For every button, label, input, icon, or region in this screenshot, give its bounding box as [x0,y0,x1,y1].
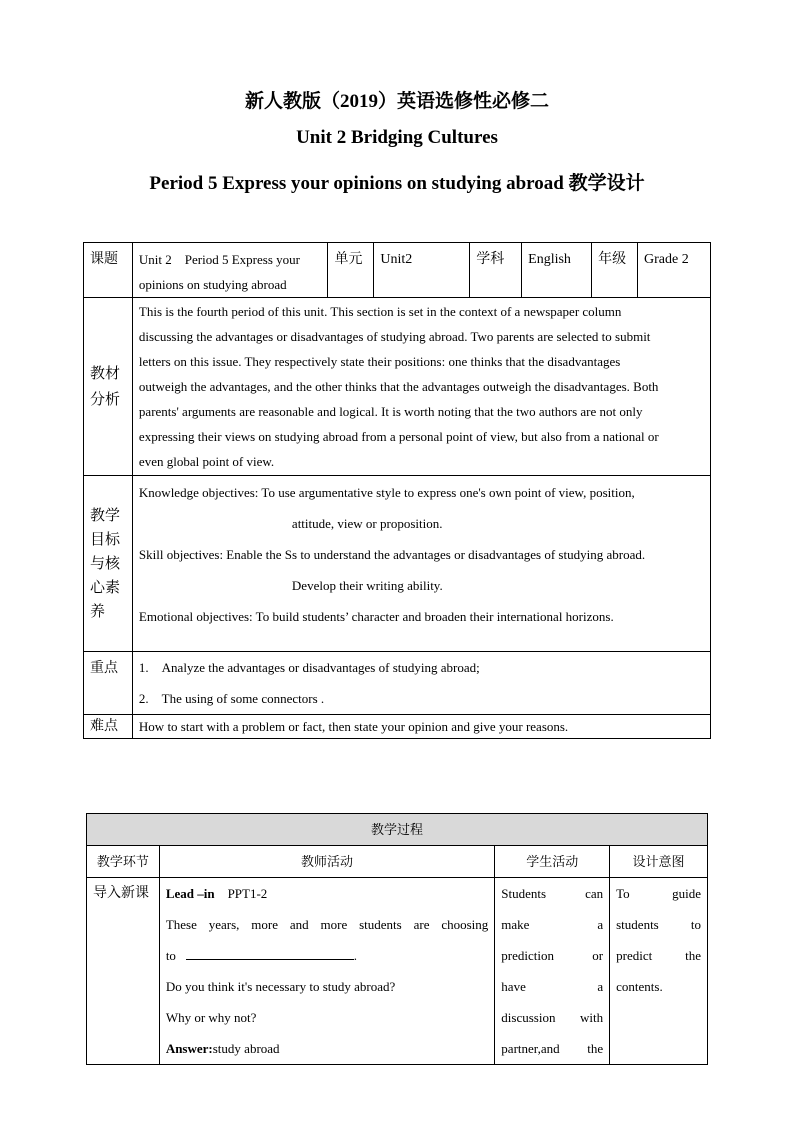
topic-line-1: Unit 2 Period 5 Express your [138,252,300,267]
difficulties-text: How to start with a problem or fact, then state your opinion and give your reasons. [132,715,710,739]
student-line: prediction or [501,948,604,963]
subject-value: English [522,243,592,298]
student-line: have a [501,979,604,994]
analysis-line: parents' arguments are reasonable and logical. It is worth noting that the two authors are not only [138,404,643,419]
lead-in-line [166,878,488,909]
design-intent-cell [610,878,708,1065]
key-point-2: 2. The using of some connectors . [138,691,325,706]
key-points-label: 重点 [84,652,133,715]
knowledge-objective-1: Knowledge objectives: To use argumentative style to express one's own point of view, position, [138,485,635,500]
analysis-line: This is the fourth period of this unit. This section is set in the context of a newspaper column [138,304,622,319]
topic-value [132,243,328,298]
difficulties-label: 难点 [84,715,133,739]
skill-objective-2: Develop their writing ability. [291,578,443,593]
col-header-teacher: 教师活动 [159,846,494,878]
info-row-analysis [84,298,711,476]
key-points-text [132,652,710,715]
student-line: partner,and the [501,1041,604,1056]
col-header-student: 学生活动 [495,846,610,878]
student-line: make a [501,917,604,932]
analysis-line: letters on this issue. They respectively state their positions: one thinks that the disadvantages [138,354,621,369]
answer-line [166,1033,488,1064]
teacher-line-2 [166,940,488,971]
info-row-difficulties [84,715,711,739]
emotional-objective: Emotional objectives: To build students’ character and broaden their international horizons. [138,609,614,624]
intent-line: predict the [616,948,701,963]
info-row-key-points [84,652,711,715]
info-row-topic [84,243,711,298]
analysis-line: expressing their views on studying abroad from a personal point of view, but also from a national or [138,429,659,444]
process-title-row [87,814,708,846]
col-header-stage: 教学环节 [87,846,160,878]
info-row-objectives [84,476,711,652]
process-title: 教学过程 [87,814,708,846]
topic-label: 课题 [84,243,133,298]
stage-cell: 导入新课 [87,878,160,1065]
key-point-1: 1. Analyze the advantages or disadvantages of studying abroad; [138,660,480,675]
lead-in-title: Lead –in [165,886,215,901]
lead-in-ppt: PPT1-2 [214,886,268,901]
answer-label: Answer: [165,1041,213,1056]
analysis-label [84,298,133,476]
doc-title-line2: Unit 2 Bridging Cultures [296,127,498,148]
objectives-label [84,476,133,652]
teacher-line-2-suffix: . [353,948,357,963]
grade-value: Grade 2 [638,243,711,298]
teacher-line-3: Do you think it's necessary to study abroad? [165,979,396,994]
analysis-line: discussing the advantages or disadvantages of studying abroad. Two parents are selected to submit [138,329,651,344]
teacher-line-2-prefix: to [165,948,176,963]
analysis-line: even global point of view. [138,454,275,469]
objectives-label-2: 目标 [90,531,121,548]
student-line: Students can [501,886,604,901]
topic-line-2: opinions on studying abroad [138,277,287,292]
process-row-lead-in [87,878,708,1065]
objectives-label-4: 心素 [90,579,121,596]
knowledge-objective-2: attitude, view or proposition. [291,516,443,531]
fill-in-blank [186,945,354,960]
unit-value: Unit2 [374,243,470,298]
unit-label: 单元 [328,243,374,298]
intent-line: contents. [616,979,663,994]
doc-title-line3: Period 5 Express your opinions on studying abroad 教学设计 [149,173,645,194]
subject-label: 学科 [470,243,522,298]
teacher-line-1: These years, more and more students are choosing [165,917,489,932]
objectives-label-1: 教学 [90,507,121,524]
answer-value: study abroad [212,1041,280,1056]
teacher-activity-cell [159,878,494,1065]
intent-line: To guide [616,886,701,901]
analysis-label-1: 教材 [90,365,121,382]
process-header-row [87,846,708,878]
teaching-process-table [86,813,708,1065]
analysis-line: outweigh the advantages, and the other thinks that the advantages outweigh the disadvantages. Both [138,379,659,394]
analysis-label-2: 分析 [90,391,121,408]
analysis-text [132,298,710,476]
objectives-label-3: 与核 [90,555,121,572]
grade-label: 年级 [592,243,638,298]
doc-title-line1: 新人教版（2019）英语选修性必修二 [244,91,549,112]
col-header-intent: 设计意图 [610,846,708,878]
intent-line: students to [616,917,701,932]
skill-objective-1: Skill objectives: Enable the Ss to understand the advantages or disadvantages of studying abroad. [138,547,646,562]
student-line: discussion with [501,1010,604,1025]
objectives-text [132,476,710,652]
lesson-info-table [83,242,711,739]
teacher-line-4: Why or why not? [165,1010,257,1025]
objectives-label-5: 养 [90,603,106,620]
student-activity-cell [495,878,610,1065]
